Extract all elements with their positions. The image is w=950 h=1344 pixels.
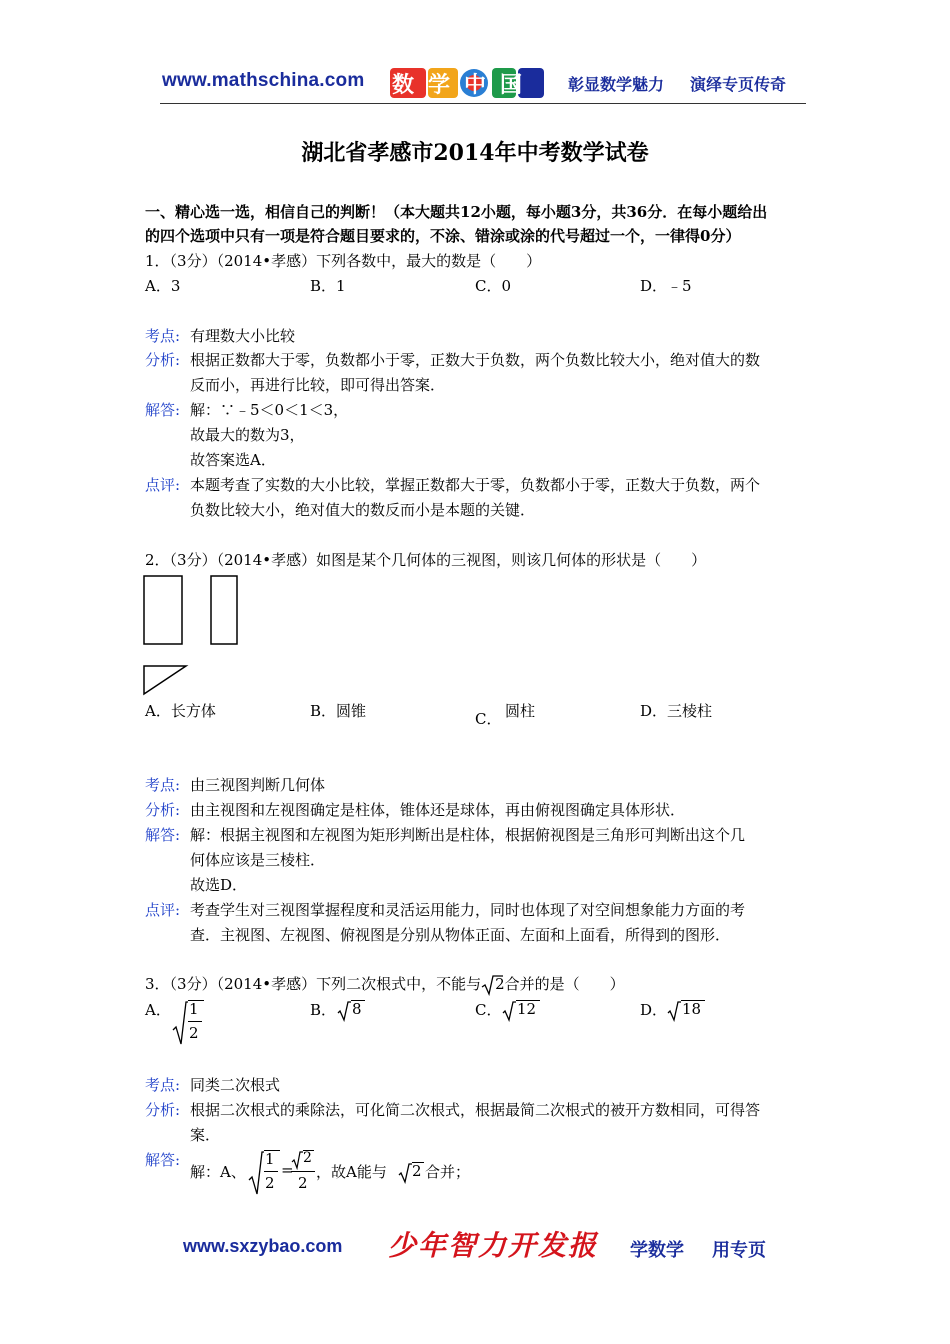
q2-jieda-line1: 解：根据主视图和左视图为矩形判断出是柱体，根据俯视图是三角形可判断出这个几 (190, 826, 746, 844)
footer-url[interactable]: www.sxzybao.com (183, 1236, 343, 1256)
q3-option-a: A． (145, 1001, 171, 1019)
logo-text: 数学中国 (392, 73, 537, 98)
q2-option-d: D．三棱柱 (640, 702, 713, 720)
header-slogan-2: 演绎专页传奇 (690, 75, 787, 94)
header-url[interactable]: www.mathschina.com (162, 70, 365, 91)
q1-dianping-line1: 本题考查了实数的大小比较，掌握正数都大于零，负数都小于零，正数大于负数，两个 (190, 476, 761, 494)
q3-jieda-result-bar (291, 1171, 315, 1172)
q2-kaodian-label: 考点: (145, 776, 181, 794)
q3-a-sqrt-icon (172, 1000, 188, 1046)
q3-jieda-frac-bar (264, 1171, 278, 1172)
q3-jieda-frac-den: 2 (265, 1174, 275, 1192)
q3-kaodian: 同类二次根式 (190, 1076, 281, 1094)
q1-fenxi-line2: 反而小，再进行比较，即可得出答案． (190, 376, 446, 394)
q3-a-frac-bar (188, 1021, 202, 1022)
q2-option-c: 圆柱 (505, 702, 536, 720)
page-title: 湖北省孝感市2014年中考数学试卷 (301, 140, 649, 166)
q3-b-radicand: 8 (352, 1000, 362, 1018)
q3-option-c: C． (475, 1001, 502, 1019)
q3-jieda-result-num: 2 (303, 1150, 312, 1166)
q3-jieda-result-den: 2 (298, 1174, 308, 1192)
section-heading-line1: 一、精心选一选，相信自己的判断！（本大题共12小题，每小题3分，共36分．在每小题给出 (145, 203, 768, 221)
header-slogan-1: 彰显数学魅力 (568, 75, 665, 94)
q1-fenxi-label: 分析: (145, 351, 181, 369)
q1-jieda-line1: 解：∵﹣5＜0＜1＜3， (190, 401, 349, 419)
q1-dianping-line2: 负数比较大小，绝对值大的数反而小是本题的关键． (190, 501, 536, 519)
q3-stem-post: 合并的是（ ） (504, 975, 625, 993)
q2-jieda-line2: 何体应该是三棱柱． (190, 851, 326, 869)
q1-option-c: C．0 (475, 277, 512, 295)
q3-b-sqrt-icon (337, 1000, 351, 1022)
q3-jieda-equals: = (281, 1161, 294, 1179)
q1-stem: 1．（3分）（2014•孝感）下列各数中，最大的数是（ ） (145, 252, 542, 270)
q1-fenxi-line1: 根据正数都大于零，负数都小于零，正数大于负数，两个负数比较大小，绝对值大的数 (190, 351, 761, 369)
q2-dianping-line2: 查．主视图、左视图、俯视图是分别从物体正面、左面和上面看，所得到的图形． (190, 926, 731, 944)
q3-jieda-pre: 解：A、 (190, 1163, 246, 1181)
q3-a-frac-den: 2 (189, 1024, 199, 1042)
side-view-rect (211, 576, 237, 644)
q1-jieda-label: 解答: (145, 401, 181, 419)
q3-option-b: B． (310, 1001, 337, 1019)
q3-d-sqrt-icon (667, 1000, 681, 1022)
q3-fenxi-line2: 案． (190, 1126, 221, 1144)
q2-option-b: B．圆锥 (310, 702, 367, 720)
q2-dianping-label: 点评: (145, 901, 181, 919)
q1-dianping-label: 点评: (145, 476, 181, 494)
footer-slogan-2: 用专页 (712, 1240, 766, 1261)
q2-kaodian: 由三视图判断几何体 (190, 776, 326, 794)
footer-logo: 少年智力开发报 (388, 1229, 599, 1262)
q3-stem-radicand: 2 (495, 975, 505, 993)
three-view-diagram (140, 572, 250, 698)
q3-a-frac-num: 1 (189, 1000, 199, 1018)
front-view-rect (144, 576, 182, 644)
q3-jieda-sqrt2-radicand: 2 (412, 1162, 422, 1180)
q1-kaodian: 有理数大小比较 (190, 327, 296, 345)
q1-jieda-line2: 故最大的数为3， (190, 426, 305, 444)
q1-jieda-line3: 故答案选A． (190, 451, 276, 469)
q2-jieda-label: 解答: (145, 826, 181, 844)
q2-jieda-line3: 故选D． (190, 876, 248, 894)
footer-slogan-1: 学数学 (630, 1240, 684, 1261)
q3-jieda-label: 解答: (145, 1151, 181, 1169)
q1-option-d: D．﹣5 (640, 277, 692, 295)
q2-stem: 2．（3分）（2014•孝感）如图是某个几何体的三视图，则该几何体的形状是（ ） (145, 551, 707, 569)
top-view-triangle (144, 666, 186, 694)
q3-jieda-frac-num: 1 (265, 1150, 275, 1168)
q2-fenxi-label: 分析: (145, 801, 181, 819)
q3-d-radicand: 18 (682, 1000, 702, 1018)
q2-option-c-letter: C． (475, 710, 502, 728)
q3-jieda-post: 合并； (425, 1163, 471, 1181)
q3-jieda-mid: ，故A能与 (316, 1163, 387, 1181)
q3-kaodian-label: 考点: (145, 1076, 181, 1094)
q1-kaodian-label: 考点: (145, 327, 181, 345)
q3-c-radicand: 12 (517, 1000, 537, 1018)
q3-fenxi-line1: 根据二次根式的乘除法，可化简二次根式，根据最简二次根式的被开方数相同，可得答 (190, 1101, 761, 1119)
q2-option-a: A．长方体 (145, 702, 216, 720)
q3-stem (145, 972, 625, 997)
q3-jieda-result-sqrt-icon (291, 1150, 303, 1170)
q2-dianping-line1: 考查学生对三视图掌握程度和灵活运用能力，同时也体现了对空间想象能力方面的考 (190, 901, 746, 919)
q3-c-sqrt-icon (502, 1000, 516, 1022)
q2-fenxi: 由主视图和左视图确定是柱体，锥体还是球体，再由俯视图确定具体形状． (190, 801, 686, 819)
q1-option-b: B．1 (310, 277, 346, 295)
section-heading-line2: 的四个选项中只有一项是符合题目要求的，不涂、错涂或涂的代号超过一个，一律得0分） (145, 227, 741, 245)
header-divider (160, 103, 806, 104)
q3-jieda-sqrt2-icon (398, 1162, 412, 1184)
q3-stem-pre: 3．（3分）（2014•孝感）下列二次根式中，不能与 (145, 975, 482, 993)
q3-jieda-sqrt-icon (248, 1150, 264, 1196)
q3-option-d: D． (640, 1001, 668, 1019)
q3-fenxi-label: 分析: (145, 1101, 181, 1119)
q1-option-a: A．3 (145, 277, 181, 295)
